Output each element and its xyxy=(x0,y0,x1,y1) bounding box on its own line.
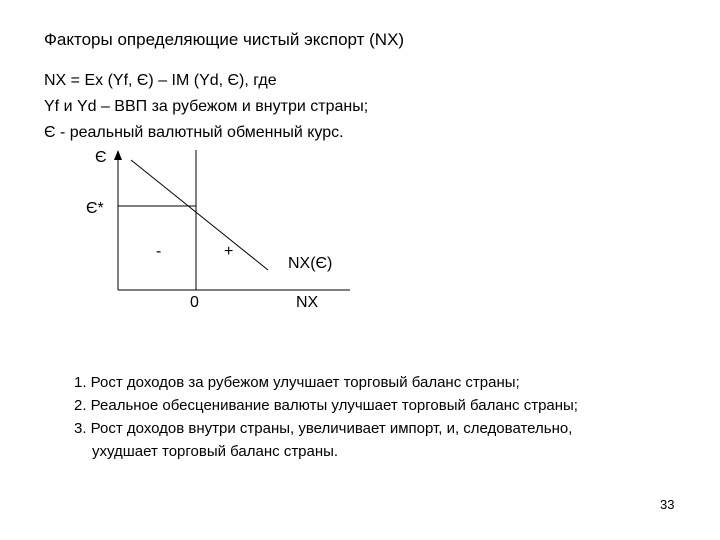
slide-title: Факторы определяющие чистый экспорт (NX) xyxy=(44,30,405,49)
curve-label: NX(Є) xyxy=(288,255,333,272)
y-axis-arrow xyxy=(114,150,122,160)
definition-gdp: Yf и Yd – ВВП за рубежом и внутри страны; xyxy=(44,98,369,115)
nx-curve xyxy=(131,160,268,270)
plus-sign: + xyxy=(224,243,234,260)
formula-line: NX = Ex (Yf, Є) – IM (Yd, Є), где xyxy=(44,72,277,89)
x-axis-label: NX xyxy=(296,294,319,311)
y-axis-label: Є xyxy=(95,149,107,166)
conclusion-item-3-continued: ухудшает торговый баланс страны. xyxy=(92,443,339,460)
origin-label: 0 xyxy=(190,294,199,311)
conclusion-item-1: 1. Рост доходов за рубежом улучшает торговый баланс страны; xyxy=(74,374,520,391)
equilibrium-label: Є* xyxy=(86,200,104,217)
page-number: 33 xyxy=(660,497,675,512)
conclusion-item-2: 2. Реальное обесценивание валюты улучшает торговый баланс страны; xyxy=(74,397,578,414)
definition-exchange-rate: Є - реальный валютный обменный курс. xyxy=(44,124,344,141)
minus-sign: - xyxy=(156,243,162,260)
conclusion-item-3: 3. Рост доходов внутри страны, увеличивает импорт, и, следовательно, xyxy=(74,420,573,437)
